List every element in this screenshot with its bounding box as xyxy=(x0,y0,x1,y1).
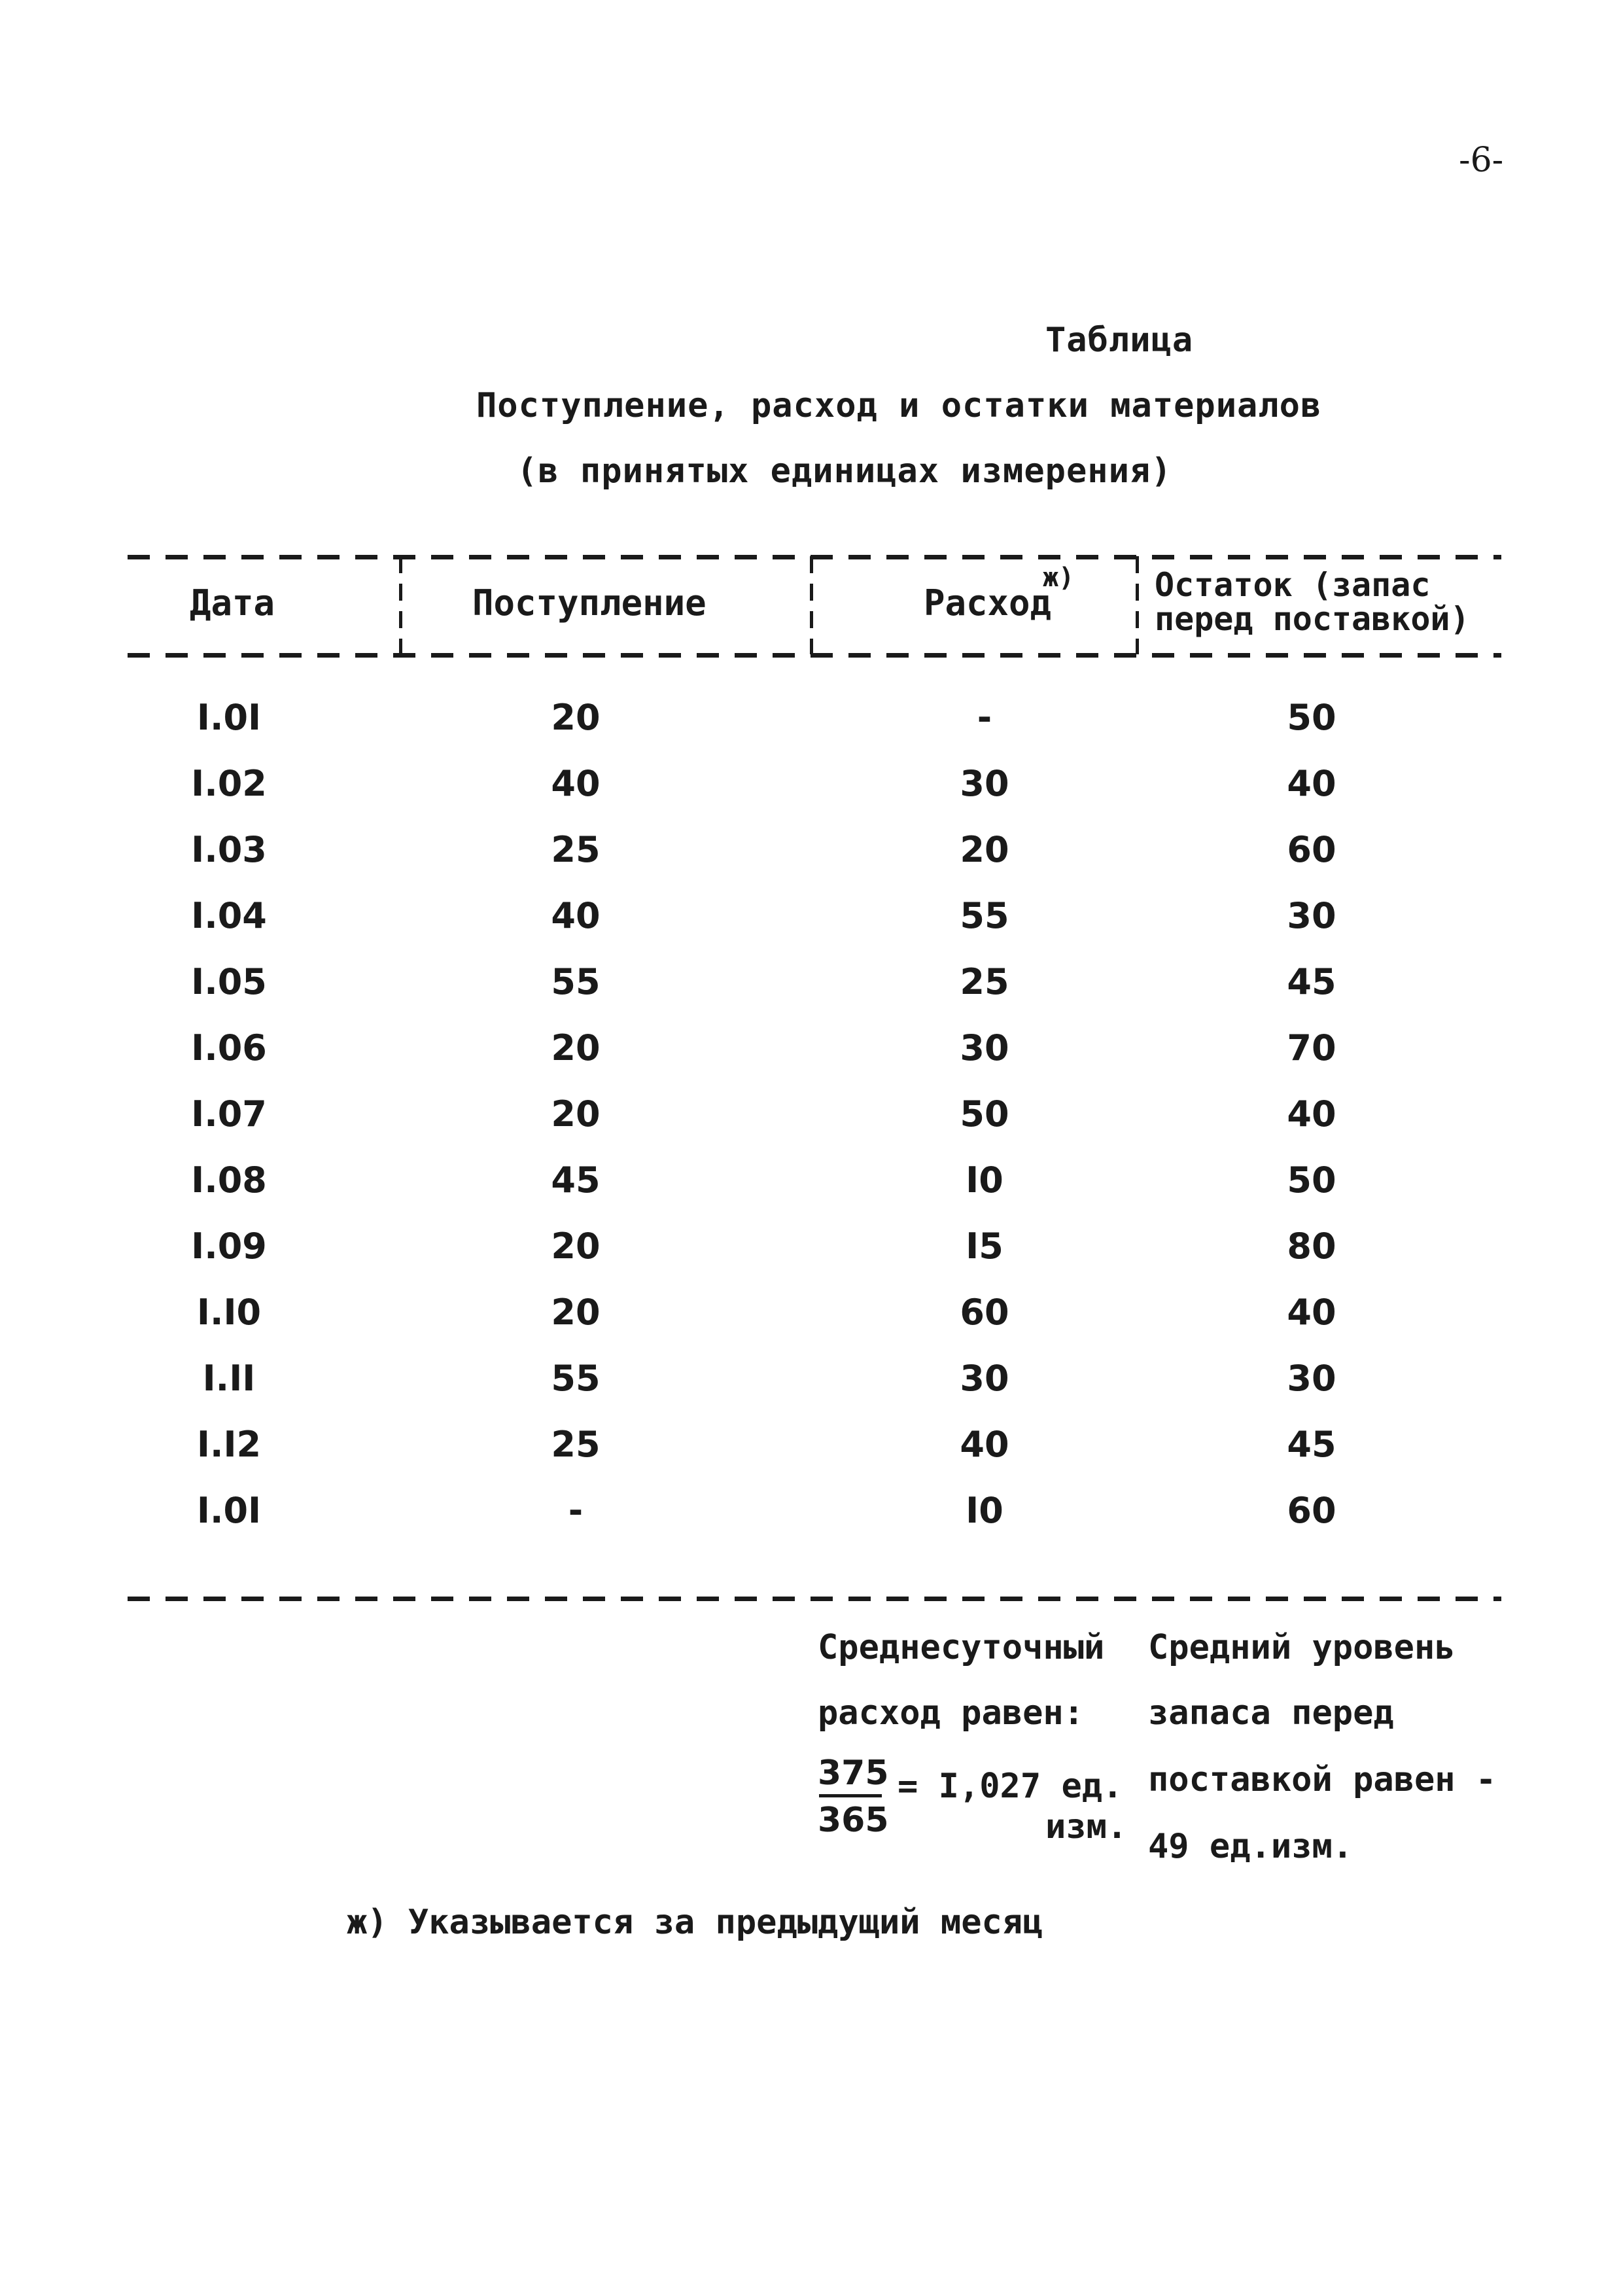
table-title: Поступление, расход и остатки материалов xyxy=(476,386,1322,425)
avg-consumption-unit: изм. xyxy=(1045,1807,1128,1846)
avg-stock-label-line1: Средний уровень xyxy=(1148,1628,1456,1667)
header-bottom-rule xyxy=(128,653,1501,658)
date-cell: I.05 xyxy=(191,961,267,1002)
incoming-cell: 20 xyxy=(551,1027,601,1069)
outgoing-cell: 40 xyxy=(960,1424,1009,1465)
table-bottom-rule xyxy=(128,1597,1501,1601)
date-cell: I.06 xyxy=(191,1027,267,1069)
incoming-cell: 20 xyxy=(551,1093,601,1135)
avg-stock-value: 49 ед.изм. xyxy=(1148,1827,1353,1866)
rest-cell: 50 xyxy=(1287,1159,1336,1201)
outgoing-cell: 60 xyxy=(960,1292,1009,1333)
incoming-cell: 20 xyxy=(551,697,601,738)
footnote: ж) Указывается за предыдущий месяц xyxy=(347,1903,1043,1942)
incoming-cell: 20 xyxy=(551,1226,601,1267)
page-number: -6- xyxy=(1459,141,1504,180)
rest-cell: 60 xyxy=(1287,829,1336,870)
outgoing-cell: I0 xyxy=(966,1490,1003,1531)
outgoing-cell: I5 xyxy=(966,1226,1003,1267)
rest-cell: 45 xyxy=(1287,961,1336,1002)
rest-cell: 80 xyxy=(1287,1226,1336,1267)
incoming-cell: 40 xyxy=(551,763,601,804)
header-incoming: Поступление xyxy=(472,582,707,624)
avg-consumption-label-line1: Среднесуточный xyxy=(818,1628,1105,1667)
fraction-bar xyxy=(819,1794,882,1797)
header-top-rule xyxy=(128,555,1501,559)
rest-cell: 30 xyxy=(1287,1358,1336,1399)
outgoing-cell: 30 xyxy=(960,1358,1009,1399)
incoming-cell: - xyxy=(568,1490,584,1531)
rest-cell: 70 xyxy=(1287,1027,1336,1069)
rest-cell: 40 xyxy=(1287,1292,1336,1333)
header-outgoing: Расход xyxy=(924,582,1052,624)
incoming-cell: 55 xyxy=(551,961,601,1002)
incoming-cell: 45 xyxy=(551,1159,601,1201)
date-cell: I.08 xyxy=(191,1159,267,1201)
header-rest-line1: Остаток (запас xyxy=(1155,566,1431,604)
outgoing-cell: I0 xyxy=(966,1159,1003,1201)
rest-cell: 40 xyxy=(1287,1093,1336,1135)
date-cell: I.02 xyxy=(191,763,267,804)
date-cell: I.II xyxy=(202,1358,256,1399)
column-separator xyxy=(399,556,402,654)
column-separator xyxy=(1136,556,1139,654)
rest-cell: 30 xyxy=(1287,895,1336,936)
incoming-cell: 25 xyxy=(551,829,601,870)
date-cell: I.0I xyxy=(196,1490,262,1531)
outgoing-cell: 55 xyxy=(960,895,1009,936)
date-cell: I.I2 xyxy=(196,1424,262,1465)
outgoing-cell: 25 xyxy=(960,961,1009,1002)
avg-stock-label-line3: поставкой равен - xyxy=(1148,1760,1497,1799)
table-subtitle: (в принятых единицах измерения) xyxy=(517,451,1172,491)
avg-stock-label-line2: запаса перед xyxy=(1148,1693,1394,1733)
incoming-cell: 55 xyxy=(551,1358,601,1399)
outgoing-cell: 50 xyxy=(960,1093,1009,1135)
incoming-cell: 40 xyxy=(551,895,601,936)
rest-cell: 60 xyxy=(1287,1490,1336,1531)
header-date: Дата xyxy=(190,582,275,624)
header-outgoing-footnote-mark: ж) xyxy=(1043,563,1075,593)
outgoing-cell: - xyxy=(977,697,992,738)
fraction-numerator: 375 xyxy=(818,1754,889,1793)
incoming-cell: 25 xyxy=(551,1424,601,1465)
date-cell: I.I0 xyxy=(196,1292,262,1333)
table-caption: Таблица xyxy=(1045,321,1194,360)
date-cell: I.04 xyxy=(191,895,267,936)
header-rest-line2: перед поставкой) xyxy=(1155,600,1470,638)
incoming-cell: 20 xyxy=(551,1292,601,1333)
avg-consumption-value: = I,027 ед. xyxy=(898,1767,1123,1806)
rest-cell: 45 xyxy=(1287,1424,1336,1465)
outgoing-cell: 30 xyxy=(960,1027,1009,1069)
outgoing-cell: 20 xyxy=(960,829,1009,870)
date-cell: I.0I xyxy=(196,697,262,738)
outgoing-cell: 30 xyxy=(960,763,1009,804)
date-cell: I.09 xyxy=(191,1226,267,1267)
avg-consumption-label-line2: расход равен: xyxy=(818,1693,1084,1733)
rest-cell: 40 xyxy=(1287,763,1336,804)
fraction-denominator: 365 xyxy=(818,1801,889,1840)
rest-cell: 50 xyxy=(1287,697,1336,738)
column-separator xyxy=(810,556,813,654)
date-cell: I.03 xyxy=(191,829,267,870)
date-cell: I.07 xyxy=(191,1093,267,1135)
